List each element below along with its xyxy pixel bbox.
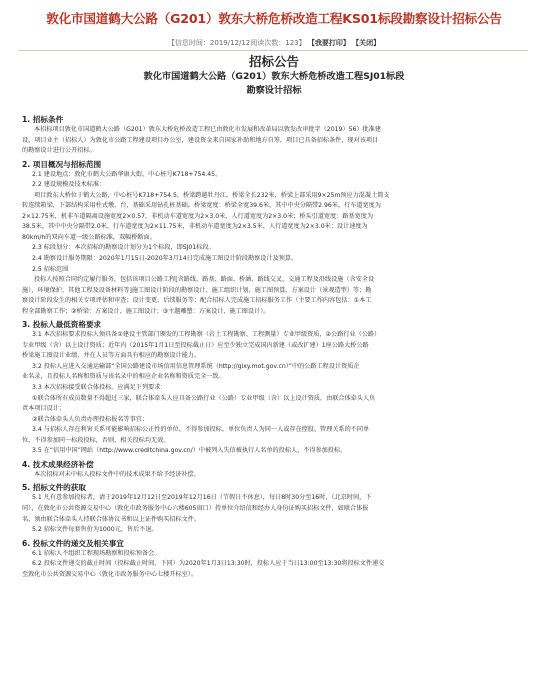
section-title: 2. 项目概况与招标范围 — [22, 159, 102, 169]
paragraph-line: ①联合体所有成员数量不得超过三家，联合体牵头人应具备公路行业（公路）专业甲级（含）以上设计资质，由联合体牵头人负 — [32, 394, 376, 402]
paragraph-line: 2.1 建设地点：敦化市鹤大公路华康大街，中心桩号K718+754.45。 — [32, 170, 222, 178]
notice-body — [22, 112, 526, 580]
paragraph-line: 本招标项目敦化市国道鹤大公路（G201）敦东大桥危桥改造工程已由敦化市发展和改革局以敦发改审批字（2019）56）批准建 — [34, 126, 381, 133]
paragraph-line: 至敦化市公共资源交易中心（敦化市政务服务中心七楼开标室）。 — [22, 570, 198, 578]
paragraph-line: 施）、环境保护、其他工程及设备材料等]施工图设计阶段的勘察设计、施工组织计划、施工图预算、方案设计（景观造型）等；勘 — [22, 286, 372, 294]
paragraph-line: 项目敦东大桥位于鹤大公路，中心桩号K718+754.5，桥梁跨越牡丹江。桥梁全长232米，桥梁上部采用9×25m预应力混凝土简支 — [34, 191, 390, 199]
paragraph-line: 2.4 勘察设计服务期限：2020年1月15日-2020年3月14日完成施工图设计阶段勘察设计及预算。 — [32, 255, 298, 263]
paragraph-line: 2.3 标段划分：本次招标的勘察设计划分为1个标段，即SJ01标段。 — [32, 244, 215, 252]
paragraph-line: 设，项目业主（招标人）为敦化市公路工程建设项目办公室，建设资金来自国家补助和地方自筹，项目已具备招标条件，现对该项目 — [22, 136, 379, 144]
paragraph-line: 2.5 招标范围 — [32, 265, 69, 273]
info-meta: 【信息时间：2019/12/12阅读次数：123】 — [167, 39, 306, 47]
paragraph-line: 6.1 招标人不组织工程现场勘察和投标预备会。 — [32, 549, 161, 557]
paragraph-line: 业名录，且投标人名称和资质与该名录中的相应企业名称和资质完全一致。 — [22, 373, 225, 381]
paragraph-line: 2.2 建设规模及技术标准： — [32, 181, 106, 189]
paragraph-line: 转连续箱梁，下部结构采用柱式墩、台，基础采用钻孔桩基础。桥梁宽度：桥梁全宽39.6米，其中中央分隔带2.96米，行车道宽度为 — [22, 202, 381, 210]
paragraph-line: 同），在敦化市公共资源交易中心（敦化市政务服务中心六楼605窗口）持单位介绍信和经办人身份证购买招标文件，如联合体报 — [22, 504, 369, 512]
meta-bar — [0, 38, 548, 48]
print-link[interactable]: 【我要打印】 — [307, 39, 350, 47]
paragraph-line: ②联合体牵头人负责办理投标报名等事宜； — [32, 415, 149, 423]
paragraph-line: 3.5 在“信用中国”网站（http://www.creditchina.gov.cn/）中被列入失信被执行人名单的投标人，不得参加投标。 — [32, 447, 347, 455]
section-title: 6. 投标文件的递交及相关事宜 — [22, 538, 124, 548]
close-link[interactable]: 【关闭】 — [352, 39, 381, 47]
paragraph-line: 专业甲级（含）以上设计资质；近年内（2015年1月1日至投标截止日）应至少独立完成国内新建（或改扩建）1座公路大桥公路 — [22, 341, 369, 349]
paragraph-line: 投标人按照合同约定履行服务，包括该项目公路工程[含路线、路基、路面、桥涵、路线交叉、交通工程及沿线设施（含安全设 — [34, 276, 375, 284]
paragraph-line: 察设计阶段发生的相关专项评估和审查；设计变更、后续服务等；配合招标人完成施工招标服务工作（主要工作内容包括：①本工 — [22, 297, 372, 305]
page-title: 敦化市国道鹤大公路（G201）敦东大桥危桥改造工程KS01标段勘察设计招标公告 — [46, 11, 502, 26]
paragraph-line: 的勘察设计进行公开招标。 — [22, 147, 96, 155]
paragraph-line: 3.3 本次招标接受联合体投标。应满足下列要求： — [32, 384, 167, 392]
paragraph-line: 桥梁施工图设计业绩，并在人员等方面具有相应的勘察设计能力。 — [22, 352, 201, 360]
paragraph-line: 5.2 招标文件每套售价为1000元，售后不退。 — [32, 526, 158, 534]
paragraph-line: 5.1 凡有意参加投标者，请于2019年12月12日至2019年12月16日（节假日不休息），每日8时30分至16时，（北京时间，下 — [32, 494, 372, 502]
paragraph-line: 6.2 投标文件递交的截止时间（投标截止时间，下同）为2020年1月3日13:30时，投标人应于当日13:00至13:30将投标文件递交 — [32, 560, 385, 568]
section-title: 5. 招标文件的获取 — [22, 483, 86, 493]
notice-heading: 招标公告 — [248, 54, 299, 69]
paragraph-line: 3.2 投标人应进入交通运输部“全国公路建设市场信用信息管理系统（http://glxy.mot.gov.cn）”中的公路工程设计资质企 — [32, 362, 360, 370]
notice-subheading: 敦化市国道鹤大公路（G201）敦东大桥危桥改造工程SJ01标段 — [143, 71, 405, 82]
paragraph-line: 程全部勘察工作；②桥梁：方案设计、施工图设计；③主题雕塑：方案设计、施工图设计）。 — [22, 307, 270, 315]
divider — [18, 50, 528, 51]
section-title: 1. 招标条件 — [22, 115, 64, 124]
paragraph-line: 名，须由联合体牵头人持联合体协议书和以上证件购买招标文件。 — [22, 515, 201, 523]
paragraph-line: 本次招标对未中标人投标文件中的技术成果不给予经济补偿。 — [34, 470, 200, 478]
section-title: 4. 技术成果经济补偿 — [22, 459, 94, 469]
notice-subheading-2: 勘察设计招标 — [246, 85, 302, 96]
paragraph-line: 责本项目设计； — [22, 405, 65, 413]
paragraph-line: 3.1 本次招标要求投标人须具备①建设主管部门颁发的工程勘察（岩土工程勘察、工程测量）专业甲级资质，②公路行业（公路） — [32, 331, 381, 339]
paragraph-line: 2×12.75米，机非车道隔离设施宽度2×0.57，非机动车道宽度为2×3.0米，人行道宽度为2×3.0米；桥头引道宽度：路基宽度为 — [22, 212, 374, 220]
section-title: 3. 投标人最低资格要求 — [22, 320, 102, 330]
paragraph-line: 80km/h的双向车道一级公路标准，双幅桥断面。 — [22, 233, 156, 241]
paragraph-line: 38.5米，其中中央分隔带2.0米，行车道宽度为2×11.75米，非机动车道宽度为2×3.5米，人行道宽度为2×3.0米；设计速度为 — [22, 223, 368, 231]
paragraph-line: 3.4 与招标人存在利害关系可能影响招标公正性的单位，不得参加投标。单位负责人为同一人或存在控股、管理关系的不同单 — [32, 426, 370, 434]
paragraph-line: 位，不得参加同一标段投标，否则，相关投标均无效。 — [22, 436, 170, 444]
